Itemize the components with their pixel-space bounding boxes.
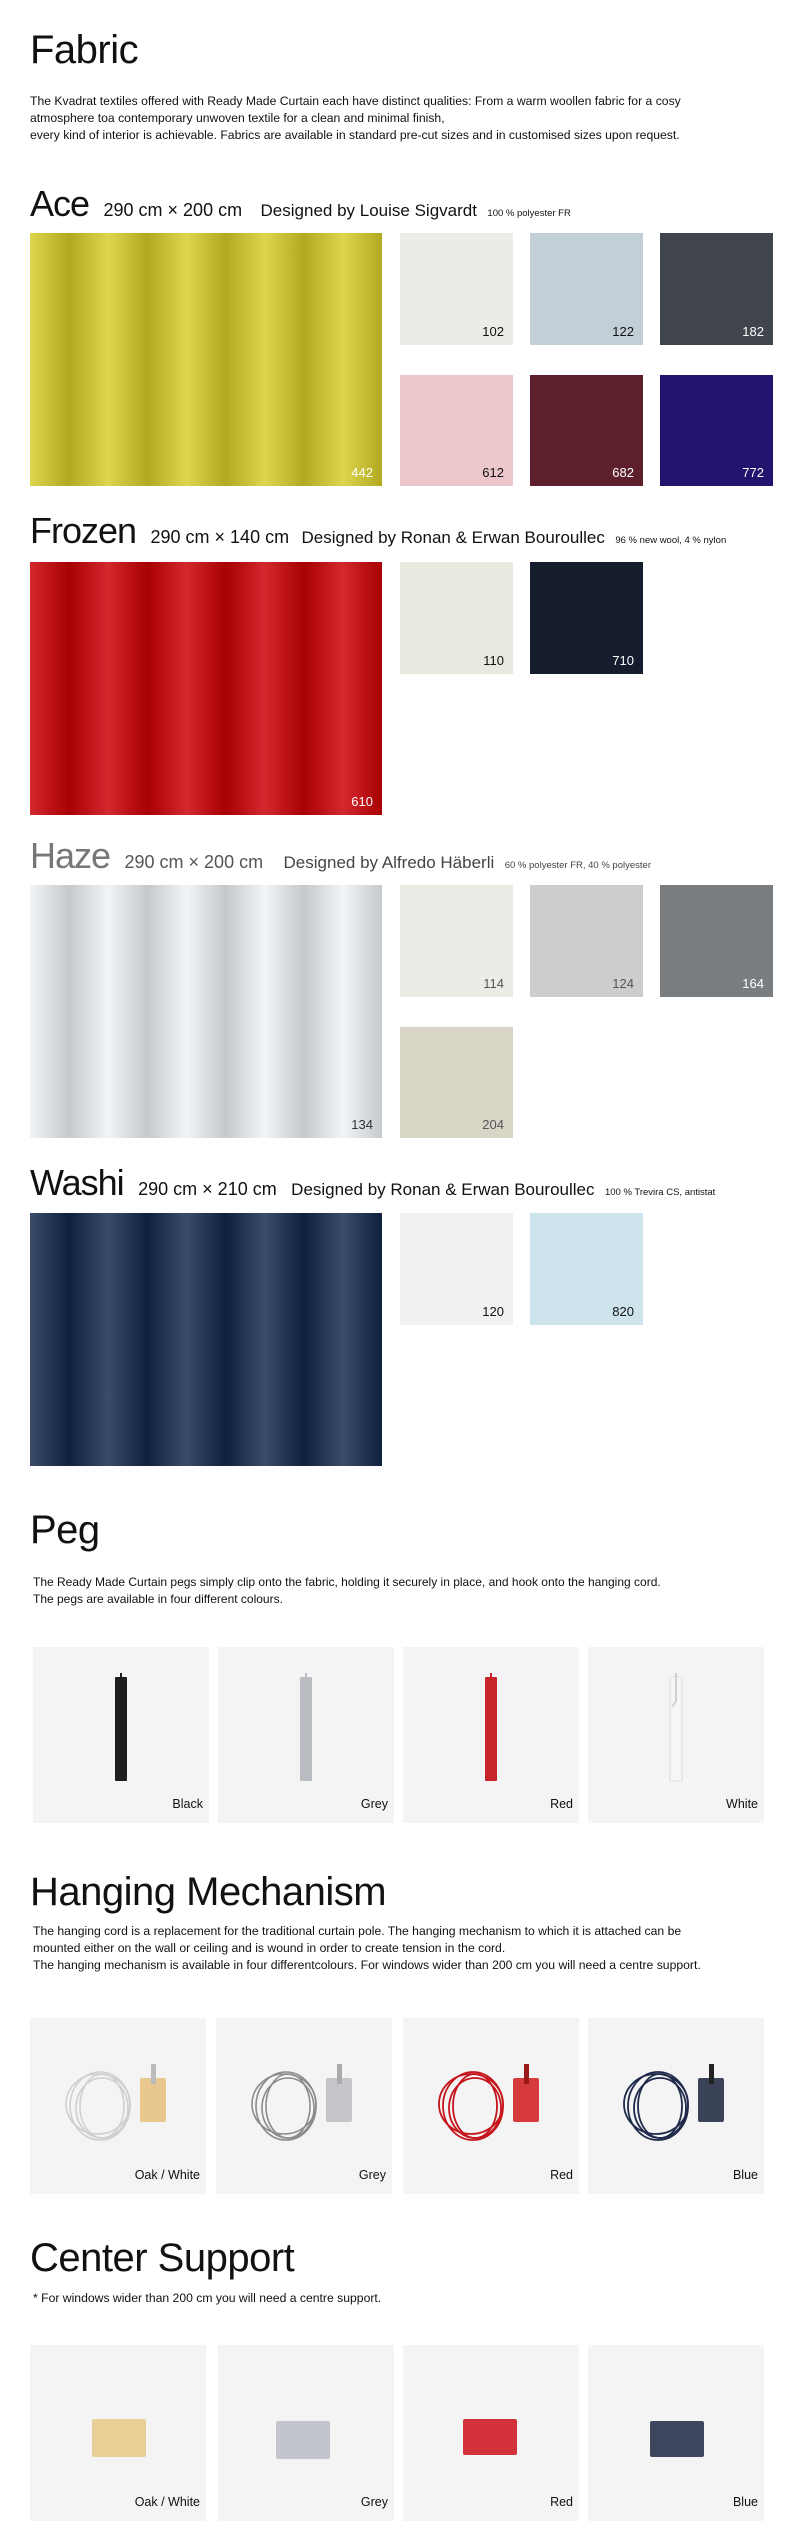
mechanism-desc-line: The hanging cord is a replacement for the traditional curtain pole. The hanging mechanism to which it is attached can be (33, 1924, 682, 1938)
fabric-designer: Designed by Louise Sigvardt (260, 201, 477, 220)
mechanism-label: Blue (732, 2168, 758, 2182)
swatch-code: 120 (482, 1304, 504, 1319)
fabric-composition: 60 % polyester FR, 40 % polyester (504, 860, 651, 871)
fabric-swatch[interactable] (400, 233, 513, 345)
swatch-code: 204 (482, 1117, 504, 1132)
support-description: * For windows wider than 200 cm you will need a centre support. (33, 2291, 382, 2305)
mechanism-label: Red (550, 2168, 573, 2182)
peg-card-grey[interactable] (218, 1647, 394, 1823)
swatch-code: 820 (612, 1304, 634, 1319)
fabric-swatch[interactable] (400, 375, 513, 486)
fabric-swatch[interactable] (530, 233, 643, 345)
fabric-desc-line: atmosphere toa contemporary unwoven textile for a clean and minimal finish, (30, 111, 445, 125)
fabric-header-haze (30, 835, 651, 877)
support-card-blue[interactable] (588, 2345, 764, 2521)
peg-card-white[interactable] (588, 1647, 764, 1823)
fabric-swatch[interactable] (530, 1213, 643, 1325)
fabric-size: 290 cm × 210 cm (138, 1179, 277, 1199)
support-label: Oak / White (134, 2495, 200, 2509)
support-block-icon (650, 2421, 704, 2457)
fabric-composition: 96 % new wool, 4 % nylon (615, 535, 727, 546)
peg-label: Black (172, 1797, 203, 1811)
support-block-icon (463, 2419, 517, 2455)
cord-coil-icon (238, 2056, 368, 2156)
fabric-swatch[interactable] (530, 375, 643, 486)
fabric-code: 610 (351, 794, 373, 809)
fabric-name: Frozen (30, 510, 137, 551)
cord-coil-icon (610, 2056, 740, 2156)
peg-desc-line: The pegs are available in four different colours. (33, 1592, 283, 1606)
peg-label: Grey (360, 1797, 388, 1811)
fabric-name: Haze (30, 835, 111, 876)
fabric-name: Ace (30, 183, 90, 224)
fabric-swatch[interactable] (660, 233, 773, 345)
peg-icon (109, 1673, 133, 1785)
support-block-icon (92, 2419, 146, 2457)
fabric-swatch[interactable] (400, 885, 513, 997)
support-card-oak-white[interactable] (30, 2345, 206, 2521)
swatch-code: 122 (612, 324, 634, 339)
mechanism-desc-line: The hanging mechanism is available in four differentcolours. For windows wider than 200 cm you will need a centre support. (33, 1958, 701, 1972)
fabric-heading: Fabric (30, 28, 139, 72)
mechanism-label: Grey (358, 2168, 386, 2182)
peg-label: White (726, 1797, 758, 1811)
swatch-code: 612 (482, 465, 504, 480)
fabric-name: Washi (30, 1162, 124, 1203)
fabric-swatch[interactable] (660, 375, 773, 486)
swatch-code: 102 (482, 324, 504, 339)
fabric-swatch[interactable] (400, 562, 513, 674)
fabric-composition: 100 % polyester FR (487, 208, 571, 219)
fabric-header-frozen (30, 510, 726, 552)
peg-description (33, 1574, 661, 1608)
peg-icon (479, 1673, 503, 1785)
support-card-red[interactable] (403, 2345, 579, 2521)
swatch-code: 124 (612, 976, 634, 991)
peg-card-red[interactable] (403, 1647, 579, 1823)
fabric-swatch[interactable] (530, 562, 643, 674)
fabric-swatch[interactable] (400, 1213, 513, 1325)
support-label: Red (550, 2495, 573, 2509)
mechanism-desc-line: mounted either on the wall or ceiling and is wound in order to create tension in the cord. (33, 1941, 506, 1955)
mechanism-card-blue[interactable] (588, 2018, 764, 2194)
fabric-swatch[interactable] (530, 885, 643, 997)
fabric-main-image-frozen[interactable] (30, 562, 382, 815)
fabric-composition: 100 % Trevira CS, antistat (604, 1187, 716, 1198)
swatch-code: 114 (483, 976, 504, 991)
peg-heading: Peg (30, 1508, 100, 1552)
peg-card-black[interactable] (33, 1647, 209, 1823)
support-block-icon (276, 2421, 330, 2459)
support-heading: Center Support (30, 2236, 295, 2280)
cord-coil-icon (425, 2056, 555, 2156)
swatch-code: 182 (742, 324, 764, 339)
mechanism-label: Oak / White (134, 2168, 200, 2182)
fabric-swatch[interactable] (400, 1027, 513, 1138)
support-card-grey[interactable] (218, 2345, 394, 2521)
swatch-code: 772 (742, 465, 764, 480)
peg-desc-line: The Ready Made Curtain pegs simply clip onto the fabric, holding it securely in place, and hook onto the hanging cord. (33, 1575, 661, 1589)
fabric-swatch[interactable] (660, 885, 773, 997)
fabric-desc-line: every kind of interior is achievable. Fabrics are available in standard pre-cut sizes and in customised sizes upon request. (30, 128, 680, 142)
fabric-description (30, 93, 681, 144)
mechanism-card-grey[interactable] (216, 2018, 392, 2194)
support-label: Blue (732, 2495, 758, 2509)
fabric-main-image-washi[interactable] (30, 1213, 382, 1466)
mechanism-description (33, 1923, 701, 1974)
fabric-main-image-haze[interactable] (30, 885, 382, 1138)
fabric-desc-line: The Kvadrat textiles offered with Ready Made Curtain each have distinct qualities: From a warm woollen fabric for a cosy (30, 94, 681, 108)
fabric-header-washi (30, 1162, 715, 1204)
fabric-size: 290 cm × 200 cm (103, 200, 243, 220)
cord-coil-icon (52, 2056, 182, 2156)
fabric-code: 442 (351, 465, 373, 480)
fabric-designer: Designed by Alfredo Häberli (283, 853, 495, 872)
fabric-size: 290 cm × 200 cm (124, 852, 264, 872)
fabric-designer: Designed by Ronan & Erwan Bouroullec (291, 1180, 595, 1199)
fabric-designer: Designed by Ronan & Erwan Bouroullec (301, 528, 605, 547)
fabric-size: 290 cm × 140 cm (150, 527, 290, 547)
swatch-code: 110 (483, 653, 504, 668)
peg-label: Red (550, 1797, 573, 1811)
fabric-main-image-ace[interactable] (30, 233, 382, 486)
mechanism-card-oak-white[interactable] (30, 2018, 206, 2194)
swatch-code: 710 (612, 653, 634, 668)
fabric-code: 134 (351, 1117, 373, 1132)
peg-icon (664, 1673, 688, 1785)
fabric-header-ace (30, 183, 571, 225)
swatch-code: 682 (612, 465, 634, 480)
support-label: Grey (360, 2495, 388, 2509)
swatch-code: 164 (742, 976, 764, 991)
peg-icon (294, 1673, 318, 1785)
mechanism-card-red[interactable] (403, 2018, 579, 2194)
mechanism-heading: Hanging Mechanism (30, 1870, 387, 1914)
